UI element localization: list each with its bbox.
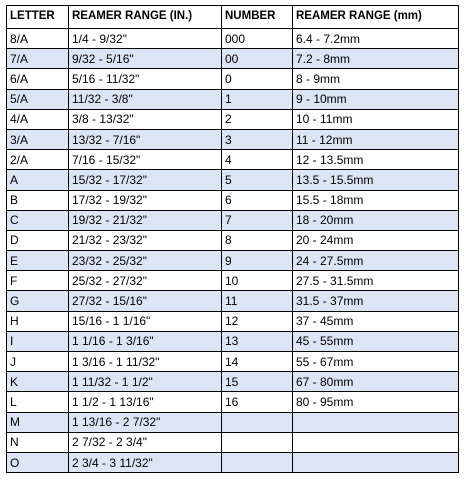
cell-reamer-range-in: 21/32 - 23/32"	[69, 230, 222, 250]
cell-reamer-range-in: 1/4 - 9/32"	[69, 29, 222, 49]
cell-reamer-range-in: 7/16 - 15/32"	[69, 150, 222, 170]
cell-letter: 8/A	[7, 29, 69, 49]
cell-reamer-range-mm: 80 - 95mm	[293, 392, 459, 412]
table-row	[7, 452, 459, 472]
cell-reamer-range-in: 1 1/2 - 1 13/16"	[69, 392, 222, 412]
cell-reamer-range-mm: 27.5 - 31.5mm	[293, 271, 459, 291]
cell-reamer-range-in: 1 13/16 - 2 7/32"	[69, 412, 222, 432]
cell-number: 3	[222, 129, 293, 149]
cell-number: 13	[222, 331, 293, 351]
cell-reamer-range-in: 27/32 - 15/16"	[69, 291, 222, 311]
cell-letter: I	[7, 331, 69, 351]
cell-letter: H	[7, 311, 69, 331]
cell-reamer-range-mm: 10 - 11mm	[293, 109, 459, 129]
cell-number: 10	[222, 271, 293, 291]
cell-reamer-range-in: 9/32 - 5/16"	[69, 49, 222, 69]
cell-letter: D	[7, 230, 69, 250]
table-row	[7, 129, 459, 149]
cell-reamer-range-in: 13/32 - 7/16"	[69, 129, 222, 149]
cell-number	[222, 432, 293, 452]
reamer-range-table	[6, 5, 459, 473]
cell-number: 1	[222, 89, 293, 109]
cell-letter: 2/A	[7, 150, 69, 170]
cell-number: 9	[222, 251, 293, 271]
cell-reamer-range-in: 17/32 - 19/32"	[69, 190, 222, 210]
table-row	[7, 291, 459, 311]
cell-number: 14	[222, 352, 293, 372]
table-row	[7, 109, 459, 129]
cell-reamer-range-mm	[293, 412, 459, 432]
cell-number: 4	[222, 150, 293, 170]
table-row	[7, 150, 459, 170]
cell-number: 6	[222, 190, 293, 210]
cell-reamer-range-in: 25/32 - 27/32"	[69, 271, 222, 291]
cell-reamer-range-in: 3/8 - 13/32"	[69, 109, 222, 129]
cell-letter: 7/A	[7, 49, 69, 69]
cell-number: 7	[222, 210, 293, 230]
cell-letter: 6/A	[7, 69, 69, 89]
cell-letter: A	[7, 170, 69, 190]
cell-letter: 3/A	[7, 129, 69, 149]
cell-letter: O	[7, 452, 69, 472]
cell-number: 16	[222, 392, 293, 412]
table-row	[7, 251, 459, 271]
cell-number: 2	[222, 109, 293, 129]
table-row	[7, 331, 459, 351]
table-row	[7, 432, 459, 452]
table-row	[7, 372, 459, 392]
cell-number: 5	[222, 170, 293, 190]
cell-reamer-range-in: 19/32 - 21/32"	[69, 210, 222, 230]
table-header	[7, 6, 459, 29]
cell-number	[222, 412, 293, 432]
cell-reamer-range-in: 15/16 - 1 1/16"	[69, 311, 222, 331]
cell-reamer-range-mm: 45 - 55mm	[293, 331, 459, 351]
cell-reamer-range-in: 1 11/32 - 1 1/2"	[69, 372, 222, 392]
header-letter: LETTER	[7, 6, 69, 29]
cell-reamer-range-mm: 12 - 13.5mm	[293, 150, 459, 170]
cell-reamer-range-mm: 18 - 20mm	[293, 210, 459, 230]
cell-reamer-range-mm: 11 - 12mm	[293, 129, 459, 149]
cell-letter: 5/A	[7, 89, 69, 109]
cell-letter: B	[7, 190, 69, 210]
cell-reamer-range-mm: 6.4 - 7.2mm	[293, 29, 459, 49]
table-row	[7, 271, 459, 291]
cell-letter: K	[7, 372, 69, 392]
table-row	[7, 392, 459, 412]
cell-reamer-range-mm: 24 - 27.5mm	[293, 251, 459, 271]
cell-letter: N	[7, 432, 69, 452]
table-row	[7, 89, 459, 109]
cell-reamer-range-mm: 9 - 10mm	[293, 89, 459, 109]
table-row	[7, 49, 459, 69]
cell-reamer-range-in: 23/32 - 25/32"	[69, 251, 222, 271]
cell-letter: F	[7, 271, 69, 291]
cell-number	[222, 452, 293, 472]
cell-reamer-range-in: 11/32 - 3/8"	[69, 89, 222, 109]
cell-reamer-range-in: 5/16 - 11/32"	[69, 69, 222, 89]
cell-reamer-range-mm: 37 - 45mm	[293, 311, 459, 331]
cell-number: 8	[222, 230, 293, 250]
cell-reamer-range-mm: 15.5 - 18mm	[293, 190, 459, 210]
header-number: NUMBER	[222, 6, 293, 29]
table-row	[7, 29, 459, 49]
cell-reamer-range-mm: 31.5 - 37mm	[293, 291, 459, 311]
cell-letter: J	[7, 352, 69, 372]
cell-reamer-range-in: 2 7/32 - 2 3/4"	[69, 432, 222, 452]
cell-reamer-range-in: 1 3/16 - 1 11/32"	[69, 352, 222, 372]
cell-number: 000	[222, 29, 293, 49]
cell-number: 12	[222, 311, 293, 331]
header-reamer-range-mm: REAMER RANGE (mm)	[293, 6, 459, 29]
cell-reamer-range-mm	[293, 452, 459, 472]
cell-reamer-range-in: 2 3/4 - 3 11/32"	[69, 452, 222, 472]
cell-reamer-range-mm: 20 - 24mm	[293, 230, 459, 250]
cell-letter: E	[7, 251, 69, 271]
table-row	[7, 230, 459, 250]
cell-letter: M	[7, 412, 69, 432]
cell-number: 0	[222, 69, 293, 89]
table-row	[7, 210, 459, 230]
cell-letter: G	[7, 291, 69, 311]
table-row	[7, 170, 459, 190]
cell-reamer-range-in: 15/32 - 17/32"	[69, 170, 222, 190]
table-row	[7, 412, 459, 432]
cell-reamer-range-mm: 7.2 - 8mm	[293, 49, 459, 69]
cell-letter: L	[7, 392, 69, 412]
table-body	[7, 29, 459, 473]
cell-number: 11	[222, 291, 293, 311]
table-row	[7, 311, 459, 331]
table-row	[7, 190, 459, 210]
header-reamer-range-in: REAMER RANGE (IN.)	[69, 6, 222, 29]
header-row	[7, 6, 459, 29]
cell-reamer-range-mm: 13.5 - 15.5mm	[293, 170, 459, 190]
cell-letter: 4/A	[7, 109, 69, 129]
cell-number: 15	[222, 372, 293, 392]
cell-reamer-range-mm: 8 - 9mm	[293, 69, 459, 89]
cell-reamer-range-in: 1 1/16 - 1 3/16"	[69, 331, 222, 351]
cell-reamer-range-mm: 67 - 80mm	[293, 372, 459, 392]
cell-reamer-range-mm	[293, 432, 459, 452]
cell-reamer-range-mm: 55 - 67mm	[293, 352, 459, 372]
table-row	[7, 352, 459, 372]
cell-letter: C	[7, 210, 69, 230]
cell-number: 00	[222, 49, 293, 69]
table-row	[7, 69, 459, 89]
